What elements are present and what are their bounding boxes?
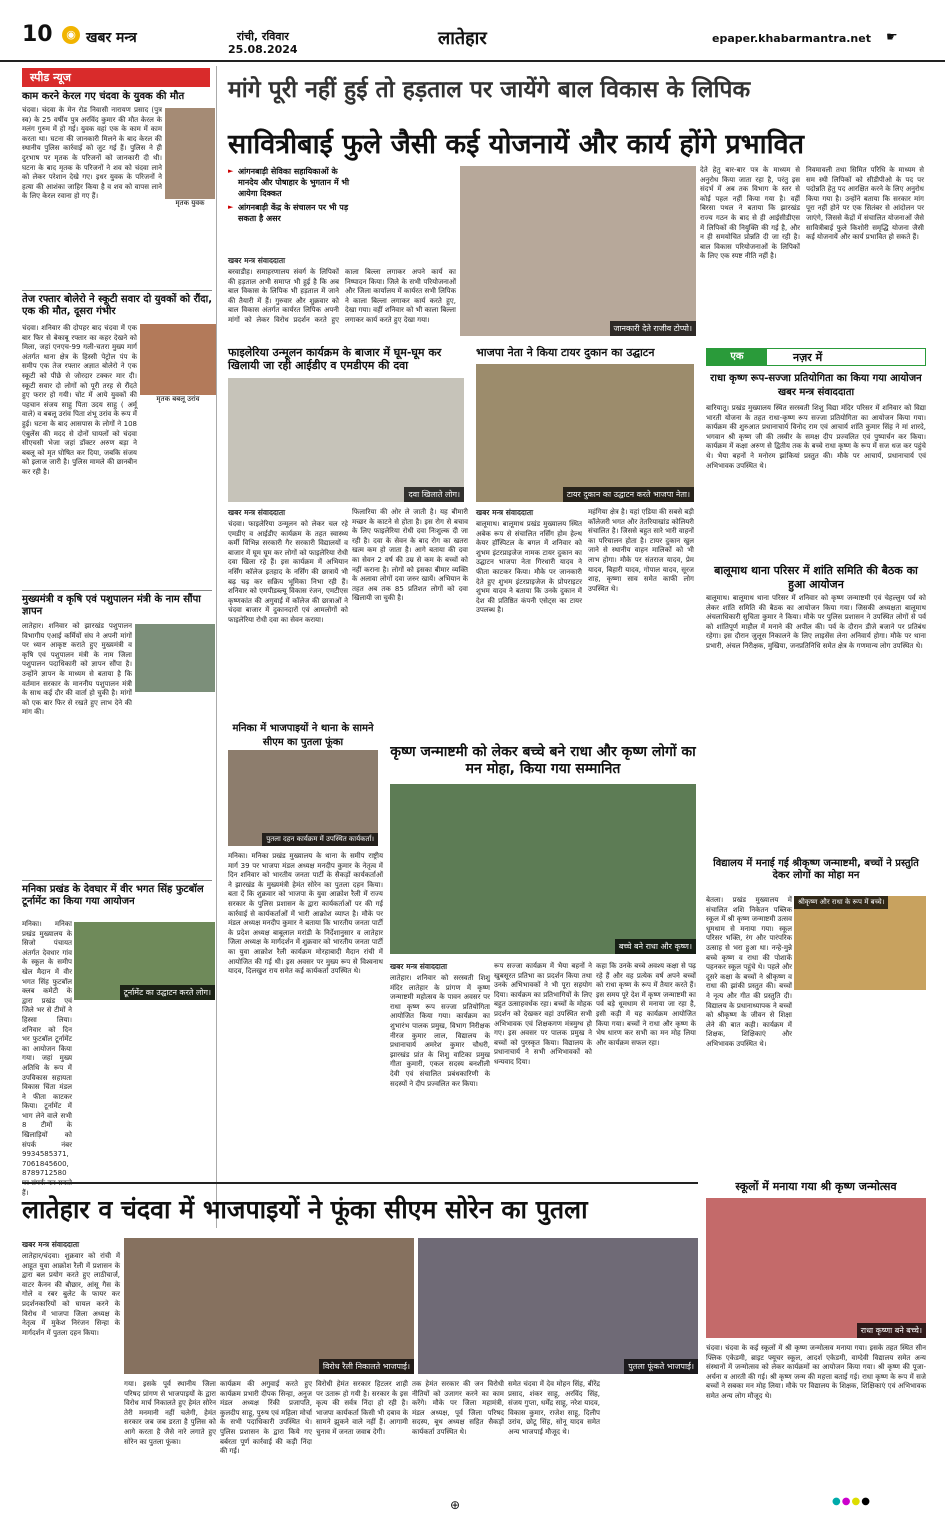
clerk-photo: जानकारी देते राजीव टोप्पो। xyxy=(460,166,696,336)
nazar-body: चंदवा। चंदवा के कई स्कूलों में श्री कृष्ण जन्मोत्सव मनाया गया। इसके तहत स्थित सीन फ्लिक एकेडमी, ब्राइट फ्यूचर स्कूल, आदर्श एकेडमी, वाग्देवी विद्यालय समेत अन्य संस्थानों में जन्मोत्सव को लेकर कार्यक्रमों का आयोजन किया गया। श्री कृष्ण की पूजा-अर्चना व आरती की गई। श्री कृष्ण जन्म की महत्ता बताई गई। राधा कृष्ण के रूप में सजे बच्चों ने सबका मन मोह लिया। मौके पर विद्यालय के शिक्षक, शिक्षिकाएं एवं अभिभावक समेत अन्य लोग मौजूद थे। xyxy=(706,1344,926,1400)
krishna-body-2: रूप सज्जा कार्यक्रम में भैया बहनों ने खुबसूरत प्रतिभा का प्रदर्शन किया तथा उनके अभिभावकों ने भी पूरा सहयोग दिया। कार्यक्रम का प्रतिभागियों के लिए बहुत उत्साहवर्धक रहा। बच्चों के मोहक प्रदर्शन को देखकर वहां उपस्थित सभी अभिभावक एवं शिक्षकगण मंत्रमुग्ध हो गए। इस अवसर पर पालक प्रमुख ने बच्चों को पुरस्कृत किया। विद्यालय के प्रधानाचार्य ने सभी अभिभावकों को धन्यवाद दिया। xyxy=(494,962,592,1066)
story-headline: फाइलेरिया उन्मूलन कार्यक्रम के बाजार में घूम-घूम कर खिलायी जा रही आईडीए व एमडीएम की दवा xyxy=(228,346,442,372)
school-children-photo: श्रीकृष्ण और राधा के रूप में बच्चे। xyxy=(794,896,926,990)
page-number: 10 xyxy=(22,22,53,47)
nazar-body: बेतला। प्रखंड मुख्यालय में संचालित शशि निकेतन पब्लिक स्कूल में श्री कृष्ण जन्माष्टमी उत्सव धूमधाम से मनाया गया। स्कूल परिसर भक्ति, रंग और पारंपरिक उत्साह से भरा हुआ था। नन्हे-मुन्ने बच्चे कृष्ण व राधा की पोशाकें पहनकर स्कूल पहुंचे थे। पहले और दूसरे कक्षा के बच्चों ने श्रीकृष्ण व राधा की झांकी प्रस्तुत की। बच्चों ने नृत्य और गीत की प्रस्तुति दी। विद्यालय के प्रधानाध्यापक ने बच्चों को श्रीकृष्ण के जीवन से शिक्षा लेने की बात कही। कार्यक्रम में शिक्षक, शिक्षिकाएं और अभिभावक उपस्थित थे। xyxy=(706,896,792,1048)
byline: खबर मन्त्र संवाददाता xyxy=(22,1240,80,1249)
brand-name: खबर मन्त्र xyxy=(86,30,137,46)
bottom-headline: लातेहार व चंदवा में भाजपाइयों ने फूंका सीएम सोरेन का पुतला xyxy=(22,1195,588,1224)
story-headline: मनिका में भाजपाइयों ने थाना के सामने सीएम का पुतला फूंका xyxy=(232,723,374,748)
highlight-item: ► आंगनबाड़ी सेविका सहायिकाओं के मानदेय और पोषाहार के भुगतान में भी आयेगा दिक्कत xyxy=(228,166,356,199)
nazar-body: बालूमाथ। बालूमाथ थाना परिसर में शनिवार को कृष्ण जन्माष्टमी एवं चेहल्लुम पर्व को लेकर शांति समिति की बैठक का आयोजन किया गया। जिसकी अध्यक्षता बालूमाथ अंचलाधिकारी सुचिता कुमार ने किया। मौके पर पुलिस प्रशासन ने उपस्थित लोगों से पर्व को शांतिपूर्ण माहौल में मनाने की अपील की। पर्व के दौरान डीजे बजाने पर प्रतिबंध रहेगा। इस दौरान जुलूस निकालने के लिए लाइसेंस लेना अनिवार्य होगा। मौके पर थाना प्रभारी, अंचल निरीक्षक, मुखिया, जनप्रतिनिधि समेत क्षेत्र के गणमान्य लोग उपस्थित थे। xyxy=(706,594,926,650)
krishna-body: लातेहार। शनिवार को सरस्वती शिशु मंदिर लातेहार के प्रांगण में कृष्ण जन्माष्टमी महोत्सव के पावन अवसर पर राधा कृष्ण रूप सज्जा प्रतियोगिता आयोजित किया गया। कार्यक्रम का शुभारंभ पालक प्रमुख, विभाग निरीक्षक नीरज कुमार लाल, विद्यालय के प्रधानाचार्य अमरेश कुमार चौधरी, झारखंड प्रांत के शिशु वाटिका प्रमुख गीता कुमारी, एकल सदस्य बनशीली देवी एवं संचालित प्रबंधकारिणी के सदस्यों ने दीप प्रज्वलित कर किया। xyxy=(390,974,490,1088)
hand-pointer-icon: ☛ xyxy=(886,30,898,45)
epaper-url[interactable]: epaper.khabarmantra.net xyxy=(712,32,871,45)
page-header xyxy=(0,0,945,62)
main-headline: सावित्रीबाई फुले जैसी कई योजनायें और कार्य होंगे प्रभावित xyxy=(228,129,805,160)
speed-news-tag: स्पीड न्यूज xyxy=(22,68,210,87)
tyre-body-2: महंगिया क्षेत्र है। यहां एडिया की सबसे बड़ी कॉलेजरी भगत और तेतरियाखांड कोलियरी संचालित है। जिससे बहुत सारे भारी वाहनों का परिचालन होता है। टायर दुकान खुल जाने से स्थानीय वाहन मालिकों को भी लाभ होगा। मौके पर संतराज यादव, प्रेम यादव, बिहारी यादव, गोपाल यादव, सूरज शाह, कृष्णा साव समेत काफी लोग उपस्थित थे। xyxy=(588,508,694,593)
tyre-body: बालूमाथ। बालूमाथ प्रखंड मुख्यालय स्थित अबेक रूप से संचालित नर्सिंग होम हेल्थ केयर हॉस्पिटल के बगल में शनिवार को शुभम इंटरप्राइजेज नामक टायर दुकान का उद्घाटन भाजपा नेता गिरधारी यादव ने फीता काटकर किया। मौके पर जानकारी देते हुए शुभम इंटरप्राइजेज के प्रोपराइटर शुभम यादव ने बताया कि उनके दुकान में देश की प्रतिष्ठित कंपनी एसेट्स का टायर उपलब्ध है। xyxy=(476,520,582,615)
story-body: लातेहार। शनिवार को झारखंड पशुपालन विभागीय एआई कर्मियों संघ ने अपनी मांगों पर ध्यान आकृष्ट कराते हुए मुख्यमंत्री व कृषि एवं पशुपालन मंत्री के नाम जिला पशुपालन पदाधिकारी को ज्ञापन सौंपा है। उन्होंने ज्ञापन के माध्यम से बताया है कि वर्तमान सरकार के माननीय पशुपालन मंत्री के साथ कई दौर की वार्ता हो चुकी है। मांगों को एक बार फिर से रखते हुए लाभ देने की मांग की। xyxy=(22,622,132,717)
byline: खबर मन्त्र संवाददाता xyxy=(390,962,448,971)
bottom-body-cont xyxy=(22,1378,120,1488)
byline: खबर मन्त्र संवाददाता xyxy=(476,508,534,517)
bottom-body: कार्यक्रम की अगुवाई करते हुए कार्यक्रम प्रभारी दीपक सिन्हा, अनुज मंडल अध्यक्ष रिंकी प्रजापति, कुलदीप साहू, पुरुष एवं महिला मोर्चा के सभी पदाधिकारी उपस्थित थे। पुलिस प्रशासन के द्वारा किये गए बर्बरता पूर्ण कार्रवाई की कड़ी निंदा की गई। xyxy=(220,1380,312,1456)
manika-photo: पुतला दहन कार्यक्रम में उपस्थित कार्यकर्ता। xyxy=(228,750,378,846)
protest-photo-1: विरोध रैली निकालते भाजपाई। xyxy=(124,1238,414,1374)
story-headline: तेज रफ्तार बोलेरो ने स्कूटी सवार दो युवकों को रौंदा, एक की मौत, दूसरा गंभीर xyxy=(22,294,213,317)
story-headline: कृष्ण जन्माष्टमी को लेकर बच्चे बने राधा और कृष्ण लोगों का मन मोहा, किया गया सम्मानित xyxy=(390,744,696,777)
bottom-body: समेत चंदवा में देव मोहन सिंह, बीरेंद्र प्रसाद, शंकर साहू, अरविंद सिंह, संजय गुप्ता, धर्मेंद्र साहू, नरेश यादव, विकास कुमार, राजेश साहू, दिलीप उरांव, छोटू सिंह, सोनू यादव समेत अन्य भाजपाई मौजूद थे। xyxy=(508,1380,600,1436)
section-title: लातेहार xyxy=(438,28,487,49)
radha-krishna-photo: राधा कृष्णा बने बच्चे। xyxy=(706,1198,926,1338)
victim-photo: मृतक बबलू उरांव xyxy=(140,324,216,404)
manika-body: मनिका। मनिका प्रखंड मुख्यालय के थाना के समीप राष्ट्रीय मार्ग 39 पर भाजपा मंडल अध्यक्ष मनदीप कुमार के नेतृत्व में दिन शनिवार को भारतीय जनता पार्टी के सैकड़ों कार्यकर्ताओं ने झारखंड के मुख्यमंत्री हेमंत सोरेन का पुतला दहन किया। बता दें कि शुक्रवार को भाजपा के युवा आक्रोश रैली में राज्य सरकार के पुलिस प्रशासन के द्वारा कार्यकर्ताओं पर की गई कार्रवाई से कार्यकर्ताओं में भारी आक्रोश व्याप्त है। मौके पर मंडल अध्यक्ष मनदीप कुमार ने बताया कि भारतीय जनता पार्टी के प्रदेश अध्यक्ष बाबूलाल मरांडी के निर्देशानुसार व लातेहार जिला अध्यक्ष के मार्गदर्शन में शुक्रवार को भारतीय जनता पार्टी का युवा आक्रोश रैली कार्यक्रम मोरहाबादी मैदान रांची में आयोजित की गई थी। इस अवसर पर मुख्य रूप से विश्वनाथ यादव, दिलखुश राय समेत कई कार्यकर्ता उपस्थित थे। xyxy=(228,852,383,976)
story-headline: विद्यालय में मनाई गई श्रीकृष्ण जन्माष्टमी, बच्चों ने प्रस्तुति देकर लोगों का मोहा मन xyxy=(713,858,919,881)
story-headline: मनिका प्रखंड के देवघार में वीर भगत सिंह फुटबॉल टूर्नामेंट का किया गया आयोजन xyxy=(22,884,204,907)
tournament-photo: टूर्नामेंट का उद्घाटन करते लोग। xyxy=(74,922,215,1000)
nazar-body-cont xyxy=(706,996,926,1176)
protest-photo-2: पुतला फूंकते भाजपाई। xyxy=(418,1238,698,1374)
dateline: रांची, रविवार 25.08.2024 xyxy=(228,30,298,56)
story-headline: भाजपा नेता ने किया टायर दुकान का उद्घाटन xyxy=(476,346,655,359)
byline: खबर मन्त्र संवाददाता xyxy=(228,256,286,265)
story-body: मनिका। मनिका प्रखंड मुख्यालय के सिजो पंचायत अंतर्गत देवधार गांव के स्कूल के समीप खेल मैदान में वीर भगत सिंह फुटबॉल क्लब कमेटी के द्वारा प्रखंड एवं जिले भर से टीमों ने हिस्सा लिया। शनिवार को दिन भर फुटबॉल टूर्नामेंट का आयोजन किया गया। जहां मुख्य अतिथि के रूप में उपविकास सहायता विकास चिंता मंडल ने फीता काटकर किया। टूर्नामेंट में भाग लेने वाले सभी 8 टीमों के खिलाड़ियों को संपर्क नंबर 9934585371, 7061845600, 8789712580 पर संपर्क कर सकते हैं। xyxy=(22,920,72,1197)
brand-logo-icon: ◉ xyxy=(62,26,80,44)
bottom-body: लातेहार/चंदवा। शुक्रवार को रांची में आहूत युवा आक्रोश रैली में प्रशासन के द्वारा बल प्रयोग करते हुए लाठीचार्ज, वाटर कैनन की बौछार, आंसू गैस के गोले व रबर बुलेट के फायर कर प्रदर्शनकारियों को घायल करने के विरोध में भाजपा जिला अध्यक्ष के नेतृत्व में मुकेश निरंजन सिन्हा के मार्गदर्शन में पुतला दहन किया। xyxy=(22,1252,120,1337)
byline: खबर मन्त्र संवाददाता xyxy=(228,508,286,517)
krishna-children-photo: बच्चे बने राधा और कृष्ण। xyxy=(390,784,696,954)
divider xyxy=(22,1182,698,1184)
main-story-body: बरवाडीह। समाहरणालय संवर्ग के लिपिकों की हड़ताल अभी समाप्त भी हुई है कि अब बाल विकास के लिपिक भी हड़ताल में जाने की तैयारी में हैं। गुरुवार और शुक्रवार को बाल विकास अंतर्गत कार्यरत लिपिक अपनी मांगों को लेकर विरोध प्रदर्शन करते हुए काला बिल्ला लगाकर अपने कार्य का निष्पादन किया। जिले के सभी परियोजनाओं और जिला कार्यालय में कार्यरत सभी लिपिक ने काला बिल्ला लगाकर कार्य करते हुए, देखा गया। वहीं शनिवार को भी काला बिल्ला लगाकर कार्य करते हुए देखा गया। xyxy=(228,268,456,324)
filaria-photo: दवा खिलाते लोग। xyxy=(228,378,464,502)
filaria-body: चंदवा। फाइलेरिया उन्मूलन को लेकर चल रहे एमडीए व आईडीए कार्यक्रम के तहत स्वास्थ्य कर्मी विभिन्न सरकारी गैर सरकारी विद्यालयों व बाजार में घूम घूम कर लोगों को फाइलेरिया रोधी दवा खिला रहे हैं। इस कार्यक्रम में अभियान नर्सिंग कॉलेज इतहाद के नर्सिंग की छात्रायें भी बढ़ चढ़ कर सक्रिय भूमिका निभा रही हैं। शनिवार को एमपीडब्ल्यू विकास रंजन, एमटीएस कृष्णकांत की अगुवाई में कॉलेज की छात्राओं ने चंदवा बाजार में दुकानदारों एवं आमलोगों को फाइलेरिया रोधी दवा का सेवन कराया। xyxy=(228,520,348,624)
main-story-body-3: निवमावली तथा सिमित परिधि के माध्यम से सम स्थी लिपिकों को सीडीपीओ के पद पर पदोन्नति हेतु पद आरक्षित करने के लिए अनुरोध किया गया है। उन्होंने बताया कि सरकार मांग पूरा नहीं होने पर एक सितंबर से आंदोलन पर जाएंगे, जिससे केंद्रों में संचालित योजनाओं जैसे सावित्रीबाई फुले किशोरी समृद्धि योजना जैसी कई योजनायें और कार्य प्रभावित हो सकते हैं। xyxy=(806,166,924,242)
story-body-cont xyxy=(22,704,216,854)
ek-nazar-tag: एक नज़र में xyxy=(706,348,926,366)
tyre-shop-photo: टायर दुकान का उद्घाटन करते भाजपा नेता। xyxy=(476,364,694,502)
victim-photo: मृतक युवक xyxy=(165,108,215,208)
highlight-box xyxy=(228,166,356,246)
speed-news-column xyxy=(22,66,217,1228)
bottom-body-cont xyxy=(604,1380,698,1488)
main-story-body-2: देते हेतु बार-बार पत्र के माध्यम से अनुरोध किया जाता रहा है, परंतु इस संदर्भ में अब तक विभाग के स्तर से कोई पहल नहीं किया गया है। वहीं बिरसा पथल ने बताया कि झारखंड राज्य गठन के बाद से ही आईसीडीएस में लिपिकों की नियुक्ति की गई है, और न ही समयोचित प्रोन्नति दी जा रही है। बाल विकास परियोजनाओं के लिपिकों के लिए एक स्पष्ट नीति नहीं है। xyxy=(700,166,800,261)
bottom-body: तक हेमंत सरकार की जन विरोधी नीतियों को उजागर करने का काम करेंगे। मौके पर जिला महामंत्री, मंडल अध्यक्ष, पूर्व जिला परिषद सदस्य, बूथ अध्यक्ष सहित सैकड़ों कार्यकर्ता उपस्थित थे। xyxy=(412,1380,504,1436)
story-headline: स्कूलों में मनाया गया श्री कृष्ण जन्मोत्सव xyxy=(735,1180,897,1193)
story-body: चंदवा। चंदवा के मेन रोड निवासी नारायण प्रसाद (पुत्र स्व) के 25 वर्षीय पुत्र अरविंद कुमार की मौत केरल के मलंग गुरुम में हो गई। युवक वहां एक के काम में काम करता था। घटना की जानकारी मिलने के बाद केरल की स्थानीय पुलिस कार्रवाई को जुट गई हैं। पुलिस ने ही दुरभाष पर मृतक के परिजनों को जानकारी दी थी। घटना के बाद मृतक के परिजनों ने शव को चंदवा लाने को लेकर परेशान देखे गए। इधर युवक के परिजनों ने हत्या की आशंका जाहिर किया है व शव को वापस लाने के लिए केरल रवाना हो गए हैं। xyxy=(22,106,162,201)
color-registration-marks: ●●●● xyxy=(832,1496,871,1507)
krishna-body-3: कहा कि उनके बच्चे अवश्य कक्षा से पढ़ रहे हैं और वह प्रत्येक वर्ष अपने बच्चों को राधा कृष्ण के रूप में तैयार करते हैं। इस समय पूरे देश में कृष्ण जन्माष्टमी का पर्व बड़े धूमधाम से मनाया जा रहा है, इसी कड़ी में यह कार्यक्रम आयोजित किया गया। बच्चों ने राधा और कृष्ण के भेष धारण कर सभी का मन मोह लिया और कार्यक्रम सफल रहा। xyxy=(596,962,696,1047)
main-story-body-top xyxy=(362,166,454,256)
story-body-cont xyxy=(22,406,216,586)
story-headline: मुख्यमंत्री व कृषि एवं पशुपालन मंत्री के नाम सौंपा ज्ञापन xyxy=(22,594,201,617)
memorandum-photo xyxy=(135,624,215,692)
top-headline: मांगे पूरी नहीं हुई तो हड़ताल पर जायेंगे बाल विकास के लिपिक xyxy=(228,77,751,103)
highlight-item: ► आंगनबाड़ी केंद्र के संचालन पर भी पड़ सकता है असर xyxy=(228,202,356,224)
story-body: चंदवा। शनिवार की दोपहर बाद चंदवा में एक बार फिर से बेकाबू रफ्तार का कहर देखने को मिला, जहां एनएच-99 गली-चतरा मुख्य मार्ग अंतर्गत थाना क्षेत्र के हिस्सी पेट्रोल पंप के समीप एक तेज रफ्तार अज्ञात बोलेरो ने एक स्कूटी को पीछे से जोरदार टक्कर मार दी। स्कूटी सवार दो लोगों को पूरी तरह से रौंदते हुए फरार हो गयी। चोट में आये युवकों की पहचान संजय साहु पिता उदय साहु ( अर्मू वाले) व बबलू उरांव पिता शंभू उरांव के रूप में हुई। घटना के बाद आसपास के लोगों ने 108 एंबुलेंस की मदद से दोनों घायलों को चंदवा सीएचसी भेजा जहां डॉक्टर अरुण बड़ा ने बबलू को मृत घोषित कर दिया, जबकि संजय को इलाज जारी है। पुलिस मामले की छानबीन कर रही है। xyxy=(22,324,137,476)
registration-mark-icon: ⊕ xyxy=(450,1498,461,1512)
story-headline: राधा कृष्ण रूप-सज्जा प्रतियोगिता का किया गया आयोजन खबर मन्त्र संवाददाता xyxy=(710,373,922,398)
story-headline: काम करने केरल गए चंदवा के युवक की मौत xyxy=(22,91,185,102)
bottom-body: विरोधी हेमंत सरकार हिटलर शाही पर उतारू हो गयी है। सरकार के इस कृत्य की सर्वत्र निंदा हो रही है। भाजपा कार्यकर्ता किसी भी दबाव के सामने झुकने वाले नहीं हैं। आगामी चुनाव में जनता जवाब देगी। xyxy=(316,1380,408,1436)
bottom-body: गया। इसके पूर्व स्थानीय जिला परिषद प्रांगण से भाजपाइयों के द्वारा विरोध मार्च निकालते हुए हेमंत सोरेन तेरी मनमानी नहीं चलेगी, हेमंत सरकार जब जब डरता है पुलिस को आगे करता है जैसे नारे लगाते हुए सोरेन का पुतला फूंका। xyxy=(124,1380,216,1446)
filaria-body-2: फिलारिया की ओर ले जाती है। यह बीमारी मच्छर के काटने से होता है। इस रोग से बचाव के लिए फाइलेरिया रोधी दवा निःशुल्क दी जा रही है। दवा के सेवन के बाद रोग का खतरा खत्म कम हो जाता है। आगे बताया की दवा का सेवन 2 वर्ष की उम्र से कम के बच्चों को नहीं कराना है। लोगों को इसका बीमार व्यक्ति के अलावा लोगों दवा जरुर खायें। अभियान के तहत अब तक 85 प्रतिशत लोगों को दवा खिलायी जा चुकी है। xyxy=(352,508,468,603)
story-headline: बालूमाथ थाना परिसर में शांति समिति की बैठक का हुआ आयोजन xyxy=(714,564,918,591)
nazar-body: बारियातू। प्रखंड मुख्यालय स्थित सरस्वती शिशु विद्या मंदिर परिसर में शनिवार को विद्या भारती योजना के तहत राधा-कृष्ण रूप सज्जा प्रतियोगिता का आयोजन किया गया। कार्यक्रम की शुरुआत प्रधानाचार्य विनोद राम एवं आचार्य शांति कुमार सिंह ने मां शारदे, भगवान श्री कृष्ण जी की तस्वीर के समक्ष दीप प्रज्वलित एवं पुष्पार्चन कर किया। कार्यक्रम में कक्षा अरुण से द्वितीय तक के बच्चे राधा कृष्ण के रूप में सज धज कर पहुंचे थे। भैया बहनों ने मनोरम झांकियां प्रस्तुत की। मौके पर आचार्य, प्रधानाचार्य एवं अभिभावक उपस्थित थे। xyxy=(706,404,926,470)
